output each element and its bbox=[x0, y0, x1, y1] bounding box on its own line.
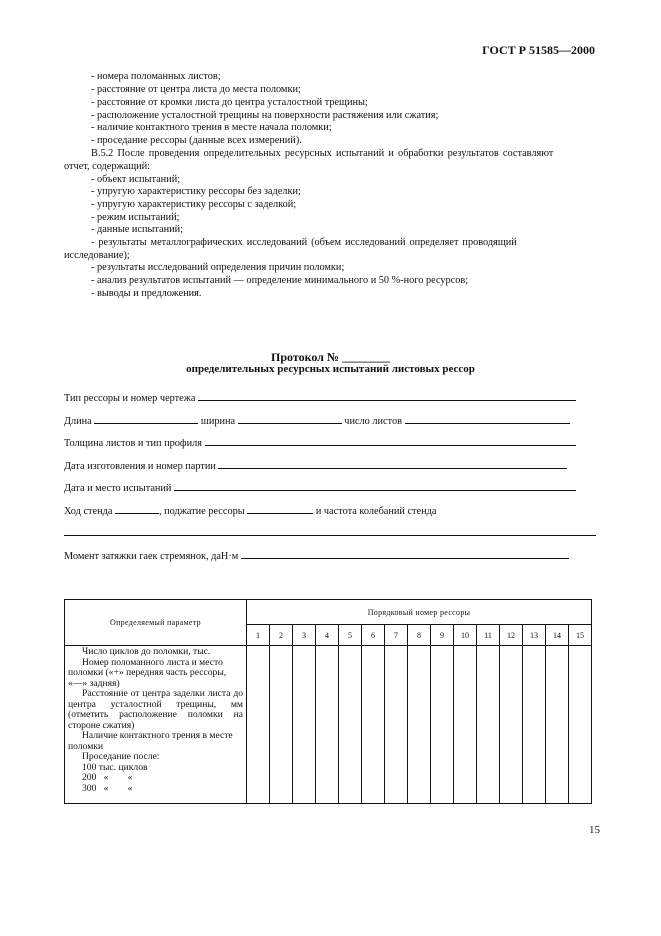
column-header: 11 bbox=[477, 625, 500, 646]
data-cell bbox=[362, 646, 385, 804]
field-stand bbox=[64, 504, 436, 517]
column-header: 4 bbox=[316, 625, 339, 646]
param-line: Число циклов до поломки, тыс. bbox=[82, 646, 211, 657]
column-header: 5 bbox=[339, 625, 362, 646]
column-header: 13 bbox=[523, 625, 546, 646]
paragraph-b52-line2: отчет, содержащий: bbox=[64, 161, 151, 172]
column-header: 9 bbox=[431, 625, 454, 646]
field-manufacture-date bbox=[64, 459, 567, 472]
list-item: - расстояние от центра листа до места поломки; bbox=[91, 84, 301, 95]
results-table bbox=[64, 599, 592, 804]
blank-line bbox=[247, 504, 313, 514]
field-thickness bbox=[64, 436, 576, 449]
param-line: Наличие контактного трения в месте поломки bbox=[68, 730, 233, 752]
protocol-subtitle: определительных ресурсных испытаний листовых рессор bbox=[186, 363, 475, 375]
list-item: - расположение усталостной трещины на поверхности растяжения или сжатия; bbox=[91, 110, 439, 121]
column-header: 10 bbox=[454, 625, 477, 646]
field-torque bbox=[64, 549, 569, 562]
list-item: - данные испытаний; bbox=[91, 224, 183, 235]
data-cell bbox=[270, 646, 293, 804]
list-item: - наличие контактного трения в месте начала поломки; bbox=[91, 122, 332, 133]
field-label-width: ширина bbox=[200, 416, 236, 427]
paragraph-b52-line1: В.5.2 После проведения определительных ресурсных испытаний и обработки результатов составляют bbox=[91, 148, 554, 159]
list-item: - упругую характеристику рессоры без заделки; bbox=[91, 186, 301, 197]
list-item: - режим испытаний; bbox=[91, 212, 180, 223]
data-cell bbox=[316, 646, 339, 804]
field-unit: даН·м bbox=[211, 551, 239, 562]
list-item: - номера поломанных листов; bbox=[91, 71, 221, 82]
list-item: - анализ результатов испытаний — определение минимального и 50 %-ного ресурсов; bbox=[91, 275, 469, 286]
field-label-sheet-count: число листов bbox=[344, 416, 402, 427]
column-header: 14 bbox=[546, 625, 569, 646]
param-line: Расстояние от центра заделки листа до центра усталостной трещины, мм (отметить расположение поломки на стороне сжатия) bbox=[68, 688, 243, 731]
param-line: 200 « « bbox=[82, 772, 133, 783]
column-header: 3 bbox=[293, 625, 316, 646]
data-cell bbox=[477, 646, 500, 804]
data-cell bbox=[523, 646, 546, 804]
data-cell bbox=[546, 646, 569, 804]
data-cell bbox=[500, 646, 523, 804]
list-item-continuation: исследование); bbox=[64, 250, 130, 261]
field-label-stroke: Ход стенда bbox=[64, 506, 113, 517]
param-line: 300 « « bbox=[82, 782, 133, 794]
field-test-date bbox=[64, 481, 576, 494]
field-spring-type bbox=[64, 391, 576, 404]
blank-line bbox=[218, 459, 567, 469]
column-header: 7 bbox=[385, 625, 408, 646]
data-cell bbox=[431, 646, 454, 804]
data-cell bbox=[247, 646, 270, 804]
column-header: 12 bbox=[500, 625, 523, 646]
blank-line-full bbox=[64, 535, 596, 536]
list-item: - результаты металлографических исследований (объем исследований определяет проводящий bbox=[91, 237, 517, 248]
field-label: Дата и место испытаний bbox=[64, 483, 172, 494]
blank-line bbox=[115, 504, 159, 514]
field-dimensions bbox=[64, 414, 570, 427]
column-header: 2 bbox=[270, 625, 293, 646]
field-label: Толщина листов и тип профиля bbox=[64, 438, 202, 449]
data-cell bbox=[408, 646, 431, 804]
blank-line bbox=[405, 414, 570, 424]
field-label-preload: , поджатие рессоры bbox=[159, 506, 245, 517]
field-label: Момент затяжки гаек стремянок, bbox=[64, 551, 209, 562]
blank-line bbox=[241, 549, 569, 559]
blank-line bbox=[198, 391, 576, 401]
param-header: Определяемый параметр bbox=[65, 600, 247, 646]
field-label: Дата изготовления и номер партии bbox=[64, 461, 216, 472]
list-item: - объект испытаний; bbox=[91, 174, 181, 185]
data-cell bbox=[293, 646, 316, 804]
param-line: 100 тыс. циклов bbox=[82, 761, 148, 773]
blank-line bbox=[174, 481, 576, 491]
protocol-title: Протокол № ________ bbox=[271, 350, 390, 364]
field-label: Тип рессоры и номер чертежа bbox=[64, 393, 196, 404]
data-cell bbox=[454, 646, 477, 804]
list-item: - результаты исследований определения причин поломки; bbox=[91, 262, 345, 273]
param-line: Проседание после: bbox=[82, 751, 160, 762]
list-item: - упругую характеристику рессоры с заделкой; bbox=[91, 199, 297, 210]
document-header: ГОСТ Р 51585—2000 bbox=[482, 43, 595, 57]
blank-line bbox=[94, 414, 198, 424]
list-item: - расстояние от кромки листа до центра усталостной трещины; bbox=[91, 97, 368, 108]
column-header: 6 bbox=[362, 625, 385, 646]
list-item: - выводы и предложения. bbox=[91, 288, 202, 299]
number-header: Порядковый номер рессоры bbox=[247, 600, 592, 625]
field-label-frequency: и частота колебаний стенда bbox=[315, 506, 437, 517]
blank-line bbox=[205, 436, 576, 446]
param-line: Номер поломанного листа и место поломки («+» передняя часть рессоры, «—» задняя) bbox=[68, 656, 227, 689]
column-header: 15 bbox=[569, 625, 592, 646]
blank-line bbox=[238, 414, 342, 424]
page-number: 15 bbox=[589, 824, 600, 836]
field-label-length: Длина bbox=[64, 416, 92, 427]
column-header: 1 bbox=[247, 625, 270, 646]
data-cell bbox=[385, 646, 408, 804]
param-cell bbox=[65, 646, 247, 804]
column-header: 8 bbox=[408, 625, 431, 646]
list-item: - проседание рессоры (данные всех измерений). bbox=[91, 135, 302, 146]
data-cell bbox=[339, 646, 362, 804]
data-cell bbox=[569, 646, 592, 804]
